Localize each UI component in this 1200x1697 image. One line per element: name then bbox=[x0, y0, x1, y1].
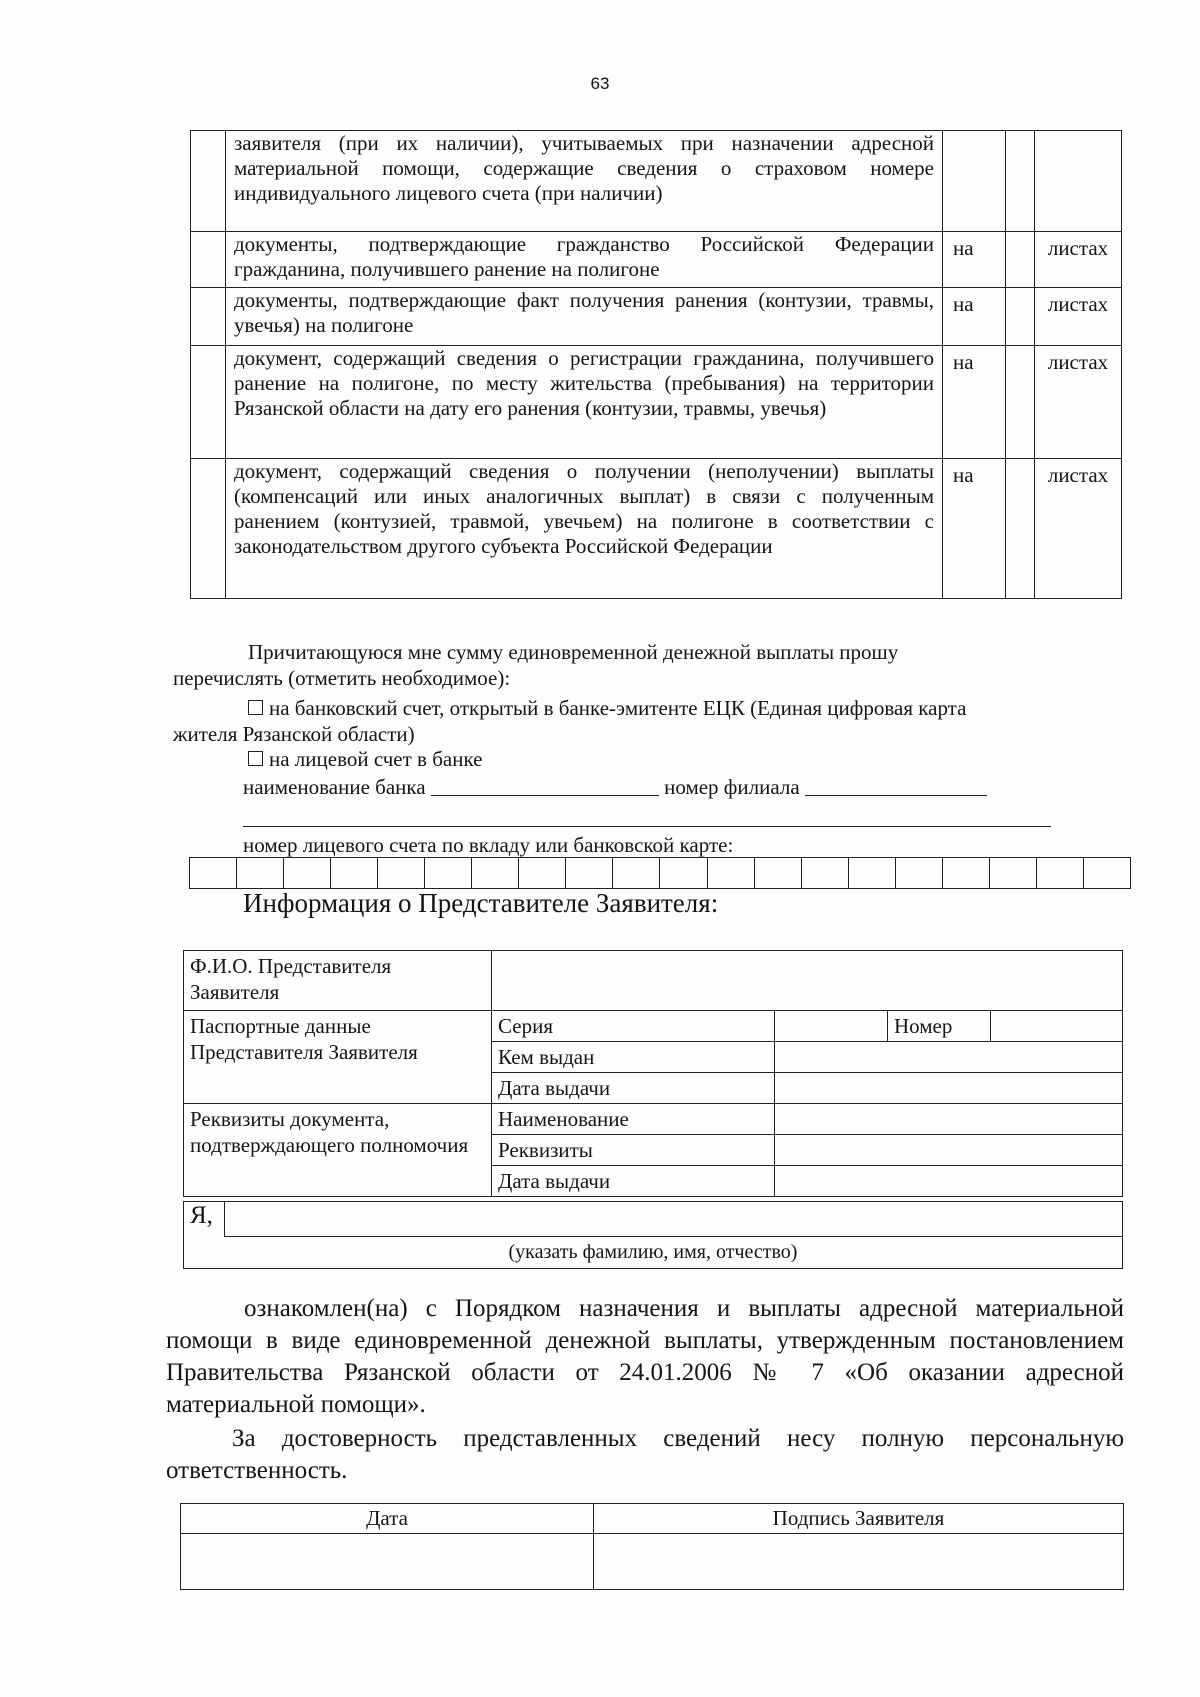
page-number: 63 bbox=[590, 74, 610, 93]
sheet-count-field[interactable] bbox=[1006, 346, 1035, 459]
doc-date-field[interactable] bbox=[775, 1166, 1123, 1197]
fio-label: Ф.И.О. Представителя Заявителя bbox=[184, 951, 492, 1011]
table-row bbox=[191, 131, 1122, 232]
sheets-label: листах bbox=[1035, 232, 1122, 288]
responsibility-paragraph: За достоверность представленных сведений несу полную персональную ответственность. bbox=[166, 1425, 1124, 1484]
payment-intro: Причитающуюся мне сумму единовременной денежной выплаты прошу bbox=[248, 640, 899, 664]
doc-name-label: Наименование bbox=[492, 1104, 775, 1135]
account-number-label: номер лицевого счета по вкладу или банковской карте: bbox=[243, 833, 734, 857]
sheets-label: листах bbox=[1035, 459, 1122, 599]
applicant-name-field[interactable] bbox=[224, 1202, 1122, 1237]
table-row bbox=[184, 1011, 1123, 1042]
date-header: Дата bbox=[181, 1504, 594, 1534]
table-row bbox=[191, 346, 1122, 459]
authority-doc-label: Реквизиты документа, подтверждающего полномочия bbox=[184, 1104, 492, 1197]
on-label: на bbox=[943, 459, 1006, 599]
sheets-label: листах bbox=[1035, 288, 1122, 346]
applicant-name-box bbox=[183, 1201, 1123, 1269]
doc-name-field[interactable] bbox=[775, 1104, 1123, 1135]
on-label: на bbox=[943, 232, 1006, 288]
branch-number-field[interactable] bbox=[805, 777, 987, 796]
table-row bbox=[191, 232, 1122, 288]
ecc-card-checkbox[interactable] bbox=[248, 700, 263, 715]
table-row bbox=[181, 1534, 1124, 1590]
name-hint: (указать фамилию, имя, отчество) bbox=[508, 1241, 798, 1263]
document-description: документы, подтверждающие факт получения ранения (контузии, травмы, увечья) на полигоне bbox=[226, 288, 943, 346]
table-row bbox=[184, 951, 1123, 1011]
fio-field[interactable] bbox=[492, 951, 1123, 1011]
signature-header: Подпись Заявителя bbox=[594, 1504, 1124, 1534]
issue-date-label: Дата выдачи bbox=[492, 1073, 775, 1104]
table-row bbox=[190, 858, 1131, 889]
acknowledgement-paragraph: ознакомлен(на) с Порядком назначения и выплаты адресной материальной помощи в виде единовременной денежной выплаты, утвержденным постановлением Правительства Рязанской области от 24.01.2006 № 7 «Об оказании адресной материальной помощи». bbox=[166, 1295, 1124, 1418]
doc-details-field[interactable] bbox=[775, 1135, 1123, 1166]
series-field[interactable] bbox=[775, 1011, 888, 1042]
table-row bbox=[181, 1504, 1124, 1534]
document-description: документ, содержащий сведения о регистрации гражданина, получившего ранение на полигоне, по месту жительства (пребывания) на территории Рязанской области на дату его ранения (контузии, травмы, увечья) bbox=[226, 346, 943, 459]
issued-by-field[interactable] bbox=[775, 1042, 1123, 1073]
option-ecc-card: на банковский счет, открытый в банке-эмитенте ЕЦК (Единая цифровая карта bbox=[248, 694, 966, 722]
document-description: заявителя (при их наличии), учитываемых при назначении адресной материальной помощи, содержащие сведения о страховом номере индивидуального лицевого счета (при наличии) bbox=[226, 131, 943, 232]
date-field[interactable] bbox=[181, 1534, 594, 1590]
i-label: Я, bbox=[190, 1202, 213, 1229]
document-description: документы, подтверждающие гражданство Российской Федерации гражданина, получившего ранение на полигоне bbox=[226, 232, 943, 288]
signature-field[interactable] bbox=[594, 1534, 1124, 1590]
account-number-grid bbox=[189, 857, 1131, 889]
sheet-count-field[interactable] bbox=[1006, 459, 1035, 599]
table-row bbox=[184, 1104, 1123, 1135]
document-description: документ, содержащий сведения о получении (неполучении) выплаты (компенсаций или иных аналогичных выплат) в связи с полученным ранением (контузией, травмой, увечьем) на полигоне в соответствии с законодательством другого субъекта Российской Федерации bbox=[226, 459, 943, 599]
representative-heading: Информация о Представителе Заявителя: bbox=[243, 888, 719, 918]
doc-date-label: Дата выдачи bbox=[492, 1166, 775, 1197]
on-label: на bbox=[943, 288, 1006, 346]
number-label: Номер bbox=[888, 1011, 991, 1042]
sheet-count-field[interactable] bbox=[1006, 232, 1035, 288]
option-bank-account: на лицевой счет в банке bbox=[248, 745, 482, 773]
number-field[interactable] bbox=[991, 1011, 1123, 1042]
series-label: Серия bbox=[492, 1011, 775, 1042]
bank-name-field[interactable] bbox=[431, 777, 659, 796]
on-label: на bbox=[943, 346, 1006, 459]
representative-table bbox=[183, 950, 1123, 1197]
bank-account-checkbox[interactable] bbox=[248, 751, 263, 766]
issue-date-field[interactable] bbox=[775, 1073, 1123, 1104]
signature-table bbox=[180, 1503, 1124, 1590]
bank-details-line: наименование банка номер филиала bbox=[243, 773, 987, 801]
table-row bbox=[191, 459, 1122, 599]
sheets-label: листах bbox=[1035, 346, 1122, 459]
bank-extra-line[interactable] bbox=[243, 826, 1051, 827]
payment-intro-cont: перечислять (отметить необходимое): bbox=[173, 666, 511, 690]
issued-by-label: Кем выдан bbox=[492, 1042, 775, 1073]
sheet-count-field[interactable] bbox=[1006, 288, 1035, 346]
documents-table bbox=[190, 130, 1122, 599]
doc-details-label: Реквизиты bbox=[492, 1135, 775, 1166]
option-ecc-card-cont: жителя Рязанской области) bbox=[173, 722, 415, 746]
table-row bbox=[191, 288, 1122, 346]
passport-label: Паспортные данные Представителя Заявителя bbox=[184, 1011, 492, 1104]
